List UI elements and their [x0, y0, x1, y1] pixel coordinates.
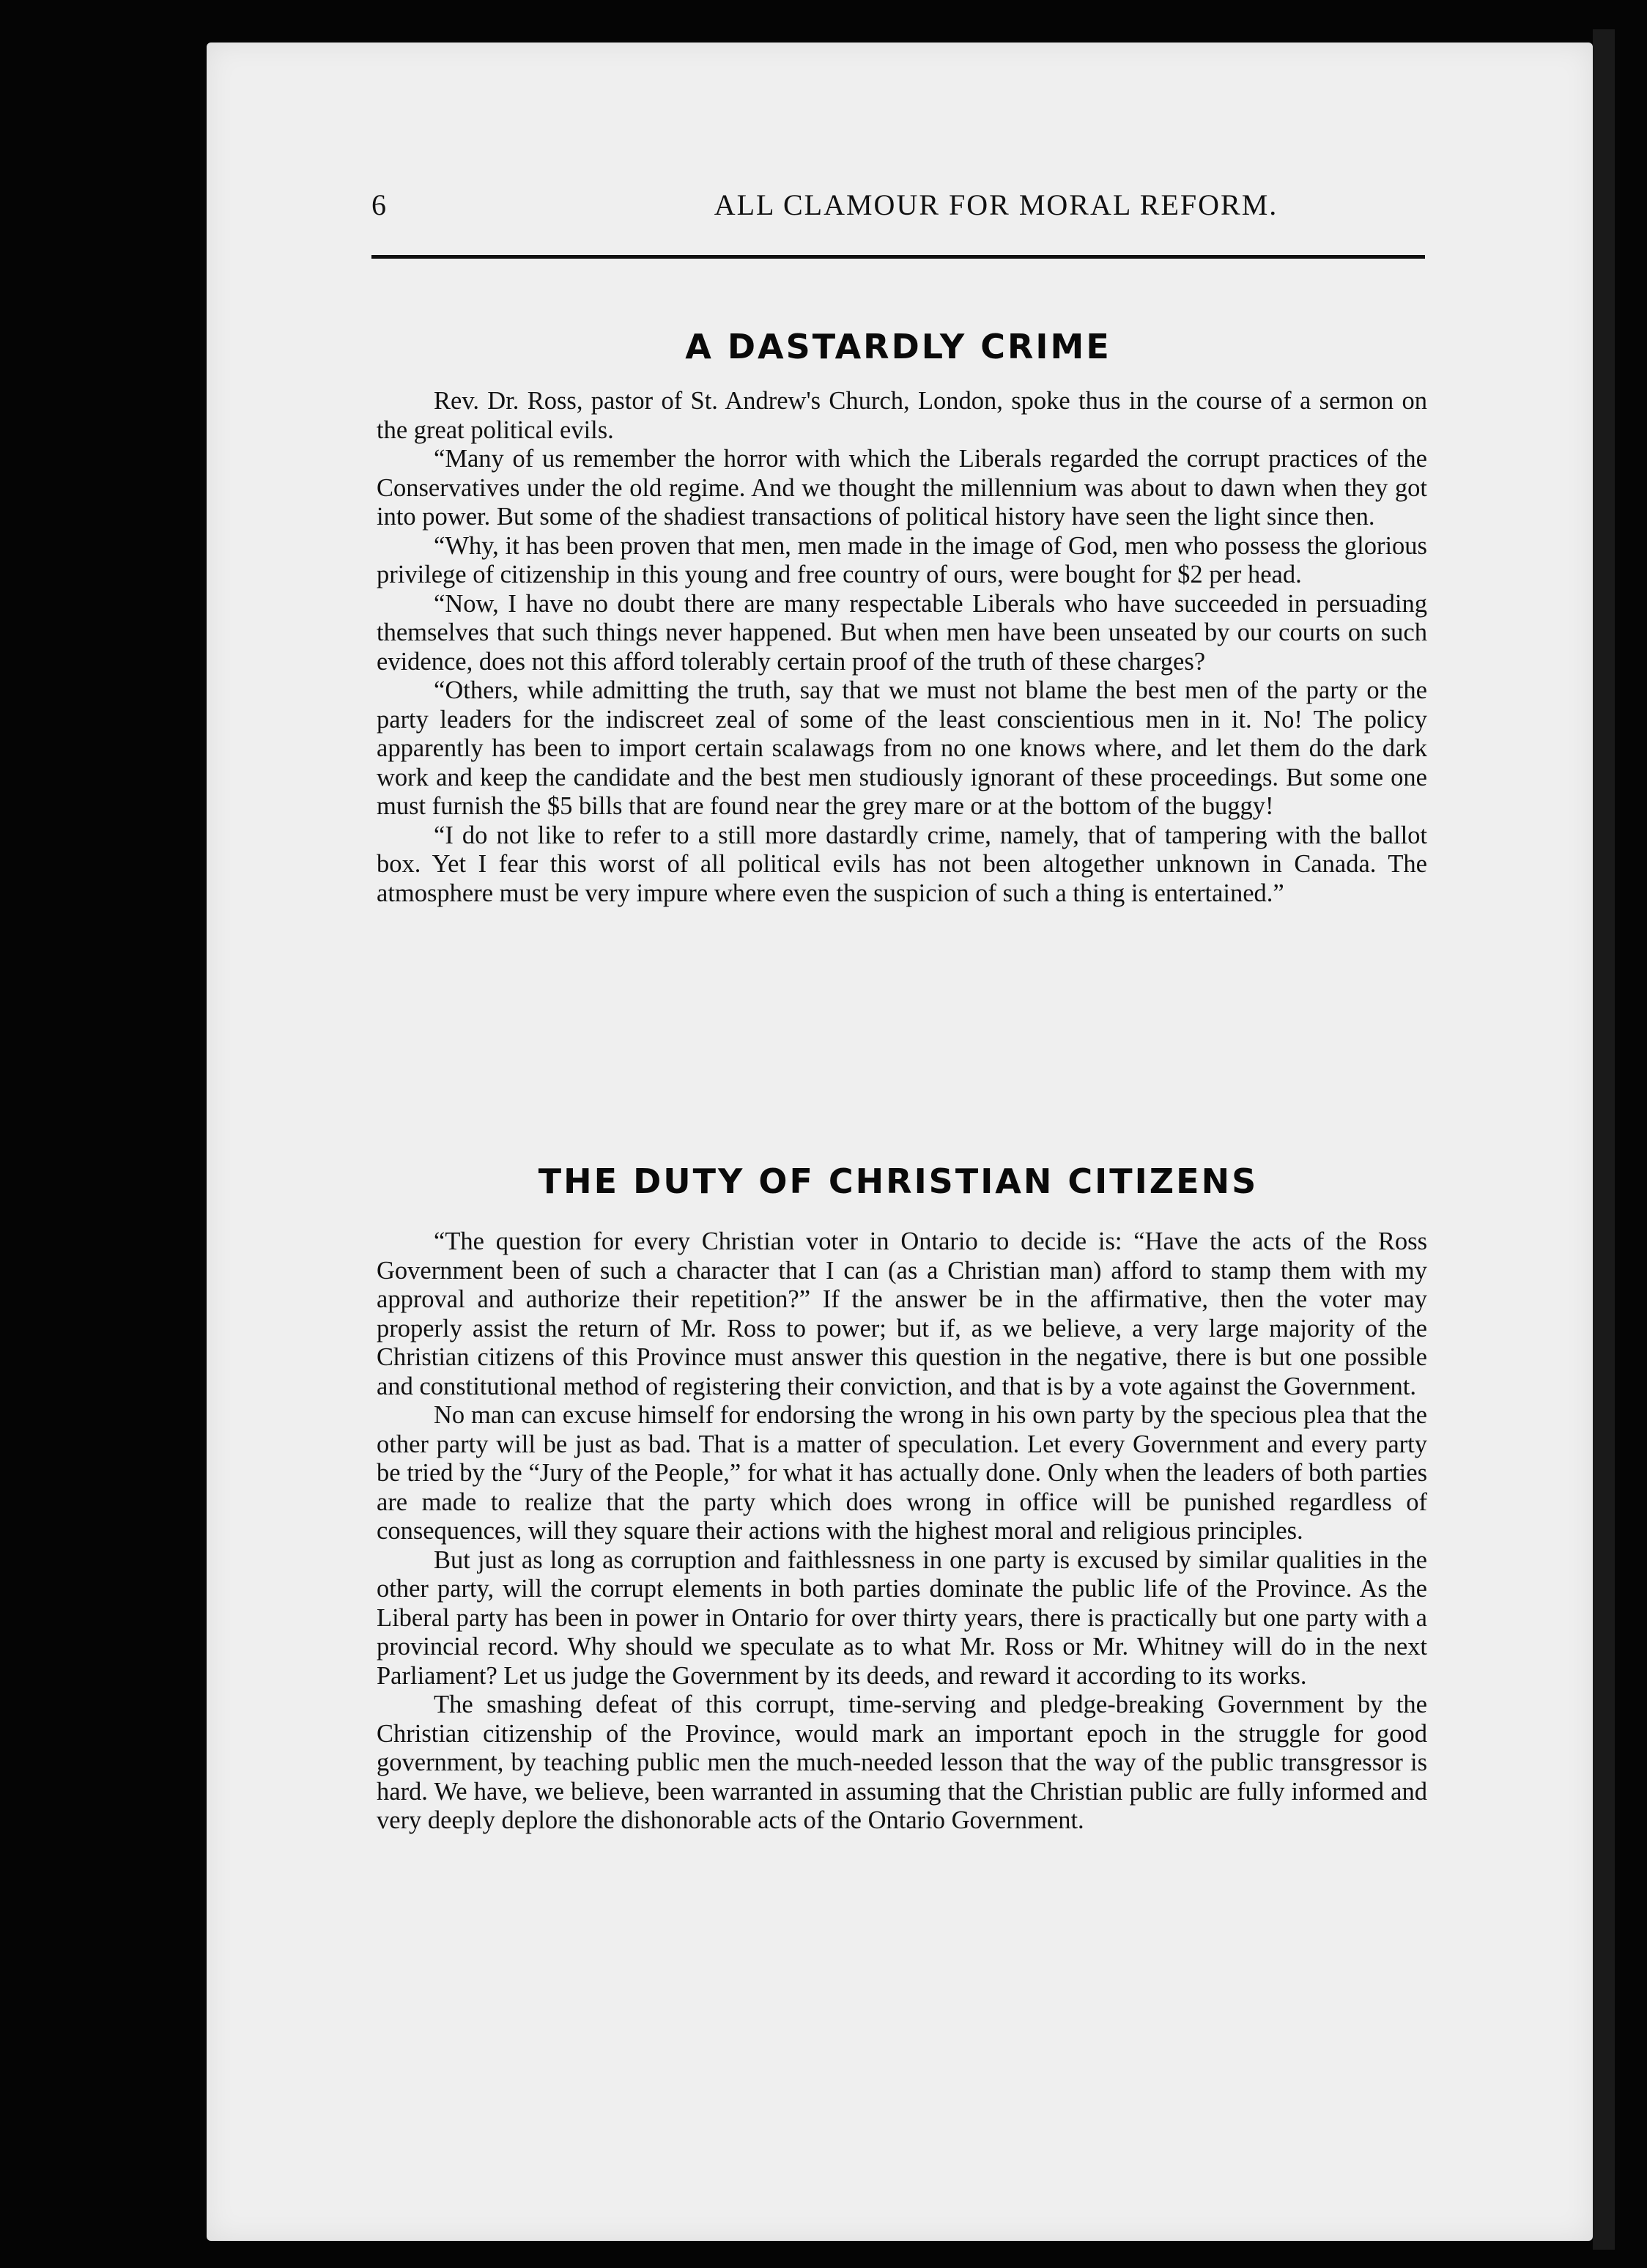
- section-title-duty-of-christian-citizens: THE DUTY OF CHRISTIAN CITIZENS: [538, 1161, 1259, 1201]
- section-title-dastardly-crime: A DASTARDLY CRIME: [685, 327, 1111, 366]
- adjacent-page-edge: [1593, 29, 1615, 2250]
- paragraph: “I do not like to refer to a still more dastardly crime, namely, that of tampering with the ballot box. Yet I fear this worst of all political evils has not been altogether unknown in Canada. The atmosphere must be very impure where even the suspicion of such a thing is entertained.”: [377, 821, 1427, 907]
- paragraph: The smashing defeat of this corrupt, time-serving and pledge-breaking Government by the Christian citizenship of the Province, would mark an important epoch in the struggle for good government, by teaching public men the much-needed lesson that the way of the public transgressor is hard. We have, we believe, been warranted in assuming that the Christian public are fully informed and very deeply deplore the dishonorable acts of the Ontario Government.: [377, 1691, 1427, 1834]
- paragraph: “Many of us remember the horror with which the Liberals regarded the corrupt practices of the Conservatives under the old regime. And we thought the millennium was about to dawn when they got into power. But some of the shadiest transactions of political history have seen the light since then.: [377, 445, 1427, 531]
- header-rule: [371, 255, 1425, 259]
- paragraph: No man can excuse himself for endorsing the wrong in his own party by the specious plea that the other party will be just as bad. That is a matter of speculation. Let every Government and every party be tried by the “Jury of the People,” for what it has actually done. Only when the leaders of both parties are made to realize that the party which does wrong in office will be punished regardless of consequences, will they square their actions with the highest moral and religious principles.: [377, 1401, 1427, 1545]
- running-title: ALL CLAMOUR FOR MORAL REFORM.: [714, 188, 1278, 221]
- paragraph: “The question for every Christian voter in Ontario to decide is: “Have the acts of the Ross Government been of such a character that I can (as a Christian man) afford to stamp them with my approval and authorize their repetition?” If the answer be in the affirmative, then the voter may properly assist the return of Mr. Ross to power; but if, as we believe, a very large majority of the Christian citizens of this Province must answer this question in the negative, there is but one possible and constitutional method of registering their conviction, and that is by a vote against the Government.: [377, 1227, 1427, 1400]
- document-page: [207, 43, 1593, 2241]
- paragraph: “Others, while admitting the truth, say that we must not blame the best men of the party or the party leaders for the indiscreet zeal of some of the least conscientious men in it. No! The policy apparently has been to import certain scalawags from no one knows where, and let them do the dark work and keep the candidate and the best men studiously ignorant of these proceedings. But some one must furnish the $5 bills that are found near the grey mare or at the bottom of the buggy!: [377, 676, 1427, 820]
- page-number: 6: [371, 188, 388, 221]
- section-body-dastardly-crime: [377, 387, 1427, 908]
- paragraph: Rev. Dr. Ross, pastor of St. Andrew's Church, London, spoke thus in the course of a sermon on the great political evils.: [377, 387, 1427, 444]
- paragraph: But just as long as corruption and faithlessness in one party is excused by similar qualities in the other party, will the corrupt elements in both parties dominate the public life of the Province. As the Liberal party has been in power in Ontario for over thirty years, there is practically but one party with a provincial record. Why should we speculate as to what Mr. Ross or Mr. Whitney will do in the next Parliament? Let us judge the Government by its deeds, and reward it according to its works.: [377, 1545, 1427, 1690]
- running-head: [371, 188, 1621, 239]
- paragraph: “Why, it has been proven that men, men made in the image of God, men who possess the glorious privilege of citizenship in this young and free country of ours, were bought for $2 per head.: [377, 531, 1427, 588]
- section-body-duty-of-christian-citizens: [377, 1227, 1427, 1836]
- paragraph: “Now, I have no doubt there are many respectable Liberals who have succeeded in persuading themselves that such things never happened. But when men have been unseated by our courts on such evidence, does not this afford tolerably certain proof of the truth of these charges?: [377, 589, 1427, 676]
